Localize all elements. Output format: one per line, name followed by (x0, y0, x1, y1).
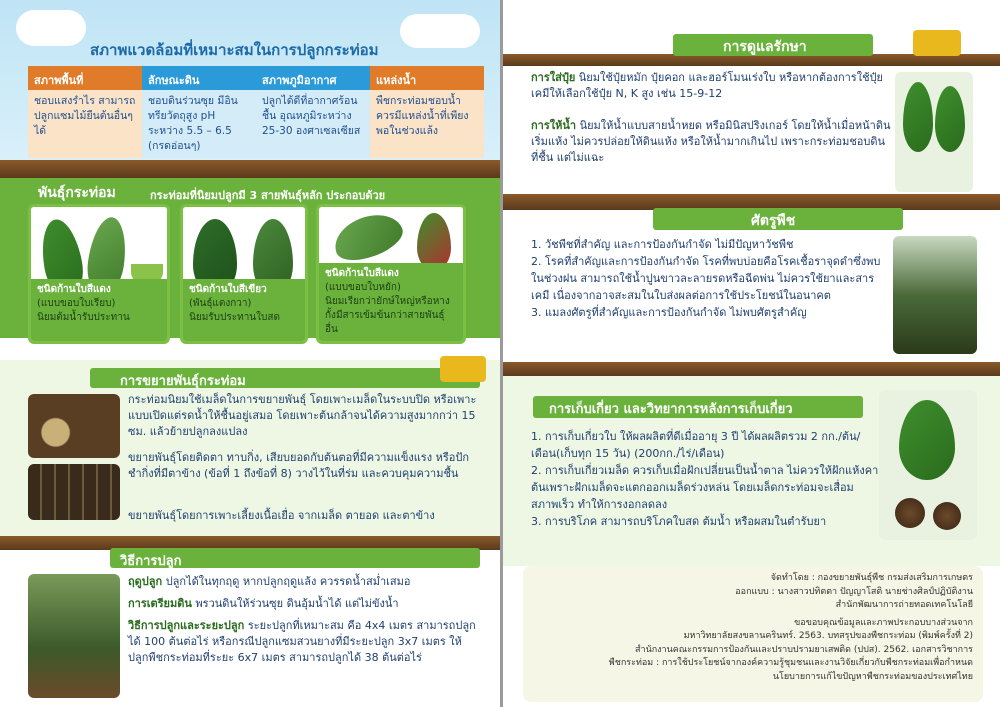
water-label: การให้น้ำ (531, 119, 577, 132)
cloud-decoration (400, 14, 480, 48)
leaf-icon (935, 86, 965, 152)
fertilizer-label: การใส่ปุ๋ย (531, 71, 576, 84)
variety-caption (183, 279, 305, 341)
pest-item: 1. วัชพืชที่สำคัญ และการป้องกันกำจัด ไม่มีปัญหาวัชพืช (531, 238, 794, 251)
variety-caption (319, 263, 463, 341)
env-column-climate (256, 66, 370, 158)
credit-line: ขอขอบคุณข้อมูลและภาพประกอบบางส่วนจาก (794, 617, 973, 628)
seed-pod-icon (895, 498, 925, 528)
care-title: การดูแลรักษา (723, 39, 807, 55)
fertilizer-text: นิยมใช้ปุ๋ยหมัก ปุ๋ยคอก และฮอร์โมนเร่งใบ หรือหากต้องการใช้ปุ๋ยเคมีให้เลือกใช้ปุ๋ย N, K สูง เช่น 15-9-12 (531, 71, 883, 100)
cloud-decoration (16, 10, 86, 46)
variety-caption (31, 279, 167, 341)
spacing-text: ระยะปลูกที่เหมาะสม คือ 4x4 เมตร สามารถปลูกได้ 100 ต้นต่อไร่ หรือกรณีปลูกแซมสวนยางที่มีระยะปลูก 3x7 เมตร ให้ปลูกพืชกระท่อมที่ระยะ 6x7 เมตร สามารถปลูกได้ 38 ต้นต่อไร่ (128, 619, 476, 664)
soil-label: การเตรียมดิน (128, 597, 192, 610)
leaf-seed-photo (895, 72, 973, 192)
varieties-title: พันธุ์กระท่อม (38, 185, 116, 201)
env-body: ปลูกได้ดีที่อากาศร้อนชื้น อุณหภูมิระหว่าง 25-30 องศาเซลเซียส (256, 90, 370, 158)
season-label: ฤดูปลูก (128, 575, 163, 588)
variety-type: (พันธุ์แตงกวา) (189, 298, 252, 309)
env-head: สภาพภูมิอากาศ (256, 66, 370, 90)
seedling-tray-photo (28, 464, 120, 520)
varieties-subtitle: กระท่อมที่นิยมปลูกมี 3 สายพันธุ์หลัก ประกอบด้วย (150, 189, 386, 202)
env-body: พืชกระท่อมชอบน้ำ ควรมีแหล่งน้ำที่เพียงพอในช่วงแล้ง (370, 90, 484, 158)
right-page (503, 0, 1000, 707)
credit-line: ออกแบบ : นางสาวปทิตตา ปัญญาโสติ นายช่างศิลป์ปฏิบัติงาน (735, 586, 973, 597)
spacing-label: วิธีการปลูกและระยะปลูก (128, 619, 245, 632)
care-fertilizer (531, 70, 891, 102)
env-column-soil (142, 66, 256, 158)
variety-card (28, 204, 170, 344)
env-head: แหล่งน้ำ (370, 66, 484, 90)
pests-list (531, 236, 883, 321)
env-body: ชอบดินร่วนซุย มีอินทรียวัตถุสูง pH ระหว่าง 5.5 – 6.5 (กรดอ่อนๆ) (142, 90, 256, 158)
leaf-icon (328, 206, 407, 268)
env-head: สภาพพื้นที่ (28, 66, 142, 90)
variety-name: ชนิดก้านใบสีแดง (37, 284, 111, 295)
harvest-title: การเก็บเกี่ยว และวิทยาการหลังการเก็บเกี่ยว (549, 402, 793, 417)
variety-card (316, 204, 466, 344)
leaf-icon (899, 400, 955, 480)
planting-season (128, 574, 478, 590)
variety-use: นิยมรับประทานใบสด (189, 312, 280, 323)
soil-strip (503, 362, 1000, 376)
env-column-water (370, 66, 484, 158)
environment-table (28, 66, 484, 158)
seed-photo (28, 394, 120, 458)
propagation-p3: ขยายพันธุ์โดยการเพาะเลี้ยงเนื้อเยื่อ จากเมล็ด ตายอด และตาข้าง (128, 509, 435, 522)
planting-title: วิธีการปลูก (120, 554, 182, 569)
leaf-icon (903, 82, 933, 152)
variety-name: ชนิดก้านใบสีเขียว (189, 284, 267, 295)
seed-pod-icon (933, 502, 961, 530)
harvest-leaf-photo (879, 390, 977, 540)
soil-strip (0, 160, 500, 178)
planting-soil (128, 596, 478, 612)
pest-item: 2. โรคที่สำคัญและการป้องกันกำจัด โรคที่พบบ่อยคือโรคเชื้อราจุดดำซึ่งพบในช่วงฝน สามารถใช้น้ำปูนขาวละลายรดหรือฉีดพ่น ไม่ควรใช้ยาและสารเคมี เนื่องจากอาจสะสมในใบส่งผลต่อการใช้ประโยชน์ในอนาคต (531, 255, 881, 302)
credit-line: จัดทำโดย : กองขยายพันธุ์พืช กรมส่งเสริมการเกษตร (770, 573, 973, 583)
propagation-p1: กระท่อมนิยมใช้เมล็ดในการขยายพันธุ์ โดยเพาะเมล็ดในระบบปิด หรือเพาะแบบเปิดแต่รดน้ำให้ชื้นอยู่เสมอ โดยเพาะต้นกล้าจนได้ความสูงมากกว่า 15 ซม. แล้วย้ายปลูกลงแปลง (128, 393, 477, 438)
env-column-area (28, 66, 142, 158)
variety-type: (แบบขอบใบเรียบ) (37, 298, 116, 309)
tractor-icon (913, 30, 961, 56)
propagation-title: การขยายพันธุ์กระท่อม (120, 374, 246, 389)
soil-text: พรวนดินให้ร่วนซุย ดินอุ้มน้ำได้ แต่ไม่ขังน้ำ (195, 597, 399, 610)
credit-line: สำนักงานคณะกรรมการป้องกันและปราบปรามยาเสพติด (ปปส). 2562. เอกสารวิชาการ (635, 644, 973, 655)
tractor-icon (440, 356, 486, 382)
harvest-item: 2. การเก็บเกี่ยวเมล็ด ควรเก็บเมื่อฝักเปลี่ยนเป็นน้ำตาล ไม่ควรให้ฝักแห้งคาต้นเพราะฝักเมล็ดจะแตกออกเมล็ดร่วงหล่น โดยเมล็ดกระท่อมจะเสื่อมสภาพเร็ว ทำให้การงอกลดลง (531, 464, 879, 511)
season-text: ปลูกได้ในทุกฤดู หากปลูกฤดูแล้ง ควรรดน้ำสม่ำเสมอ (165, 575, 411, 588)
planting-spacing (128, 618, 478, 666)
harvest-list (531, 428, 881, 530)
credits-box (523, 566, 983, 702)
credit-line: สำนักพัฒนาการถ่ายทอดเทคโนโลยี (835, 600, 973, 610)
variety-use: นิยมต้มน้ำรับประทาน (37, 312, 130, 323)
harvest-item: 1. การเก็บเกี่ยวใบ ให้ผลผลิตที่ดีเมื่ออายุ 3 ปี ได้ผลผลิตรวม 2 กก./ต้น/เดือน(เก็บทุก 15 วัน) (200กก./ไร่/เดือน) (531, 430, 861, 460)
env-head: ลักษณะดิน (142, 66, 256, 90)
propagation-p2: ขยายพันธุ์โดยติดตา ทาบกิ่ง, เสียบยอดกับต้นตอที่มีความแข็งแรง หรือปักชำกิ่งที่มีตาข้าง (ข้อที่ 1 ถึงข้อที่ 8) วางไว้ในที่ร่ม และควบคุมความชื้น (128, 451, 469, 480)
seedling-photo (893, 236, 977, 354)
credit-line: นโยบายการแก้ไขปัญหาพืชกระท่อมของประเทศไทย (772, 671, 973, 682)
variety-use: นิยมเรียกว่ายักษ์ใหญ่หรือหางกั้งมีสารเข้มข้นกว่าสายพันธุ์อื่น (325, 296, 450, 335)
credit-line: พืชกระท่อม : การใช้ประโยชน์จากองค์ความรู้ชุมชนและงานวิจัยเกี่ยวกับพืชกระท่อมเพื่อกำหนด (608, 658, 973, 668)
variety-card (180, 204, 308, 344)
pest-item: 3. แมลงศัตรูที่สำคัญและการป้องกันกำจัด ไม่พบศัตรูสำคัญ (531, 306, 807, 319)
variety-name: ชนิดก้านใบสีแดง (325, 268, 399, 279)
water-text: นิยมให้น้ำแบบสายน้ำหยด หรือมินิสปริงเกอร์ โดยให้น้ำเมื่อหน้าดินเริ่มแห้ง ไม่ควรปล่อยให้ดินแห้ง หรือให้น้ำมากเกินไป เพราะกระท่อมชอบดินที่ชื้น แต่ไม่แฉะ (531, 119, 891, 164)
harvest-item: 3. การบริโภค สามารถบริโภคใบสด ต้มน้ำ หรือผสมในตำรับยา (531, 515, 827, 528)
credit-line: มหาวิทยาลัยสงขลานครินทร์. 2563. บทสรุปของพืชกระท่อม (พิมพ์ครั้งที่ 2) (683, 631, 973, 641)
env-body: ชอบแสงรำไร สามารถปลูกแซมไม้ยืนต้นอื่นๆได้ (28, 90, 142, 158)
variety-type: (แบบขอบใบหยัก) (325, 282, 401, 293)
pests-title: ศัตรูพืช (751, 213, 796, 229)
environment-title: สภาพแวดล้อมที่เหมาะสมในการปลูกกระท่อม (90, 41, 379, 59)
care-water (531, 118, 891, 166)
plantation-photo (28, 574, 120, 698)
